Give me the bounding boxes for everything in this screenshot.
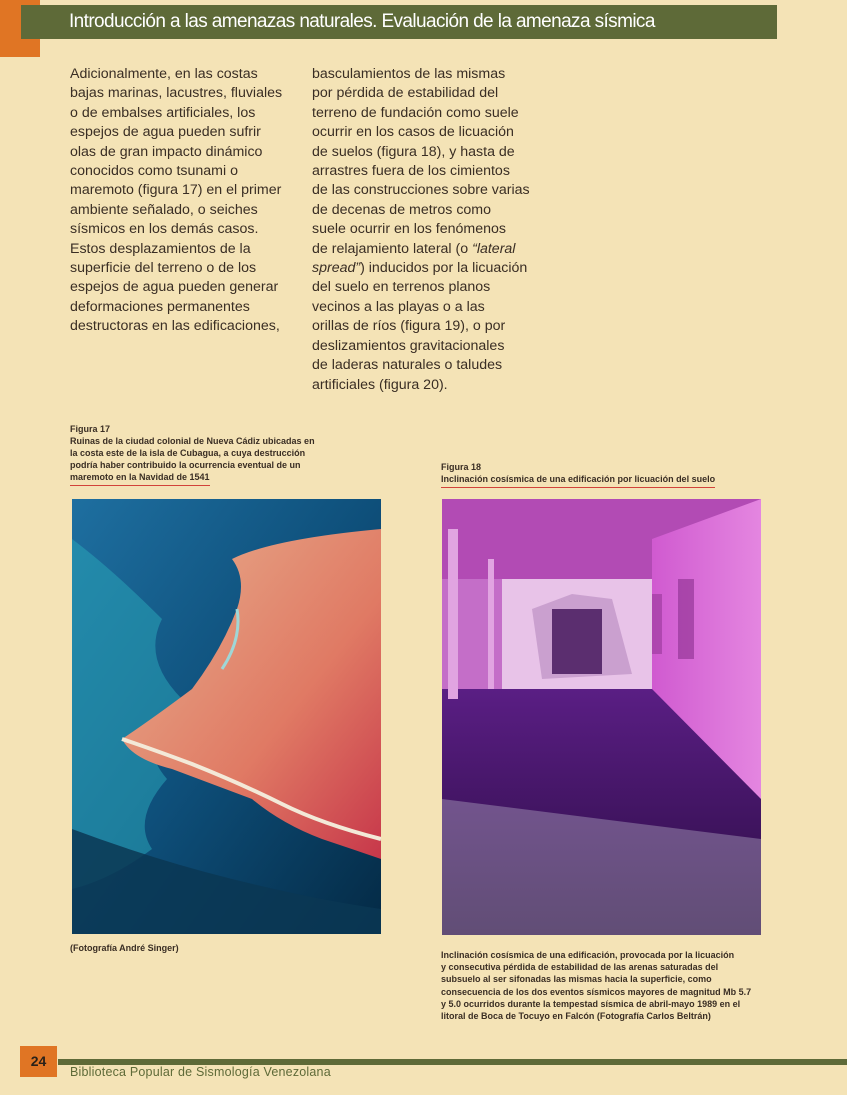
body-italic: “lateral [472, 240, 516, 257]
body-line: orillas de ríos (figura 19), o por [312, 318, 506, 335]
page-header [21, 5, 777, 39]
body-line: conocidos como tsunami o [70, 163, 238, 180]
body-line: ocurrir en los casos de licuación [312, 124, 514, 141]
body-italic: spread” [312, 260, 361, 277]
body-line: sísmicos en los demás casos. [70, 221, 259, 238]
header-title: Introducción a las amenazas naturales. Evaluación de la amenaza sísmica [69, 11, 655, 32]
caption-line: Inclinación cosísmica de una edificación por licuación del suelo [441, 473, 715, 488]
body-line: Adicionalmente, en las costas [70, 66, 258, 82]
body-line: por pérdida de estabilidad del [312, 85, 499, 102]
caption-line: y 5.0 ocurridos durante la tempestad sísmica de abril-mayo 1989 en el [441, 998, 741, 1009]
body-line: espejos de agua pueden sufrir [70, 124, 261, 141]
figure-18-description [441, 949, 771, 1022]
body-line: destructoras en las edificaciones, [70, 318, 280, 335]
body-line: vecinos a las playas o a las [312, 298, 485, 315]
body-line: arrastres fuera de los cimientos [312, 163, 510, 180]
figure-17-credit: (Fotografía André Singer) [70, 943, 179, 953]
figure-label: Figura 17 [70, 424, 111, 434]
body-line: maremoto (figura 17) en el primer [70, 182, 282, 199]
caption-line: consecuencia de los dos eventos sísmicos mayores de magnitud Mb 5.7 [441, 986, 752, 997]
figure-18-photo [442, 499, 761, 935]
tilted-building-image [442, 499, 761, 935]
body-line: terreno de fundación como suele [312, 104, 519, 121]
figure-17-photo [72, 499, 381, 934]
body-text: de relajamiento lateral (o [312, 240, 473, 257]
caption-line: Inclinación cosísmica de una edificación, provocada por la licuación [441, 950, 735, 960]
body-line: deformaciones permanentes [70, 298, 250, 315]
body-column-right [312, 65, 542, 395]
caption-line: litoral de Boca de Tocuyo en Falcón (Fotografía Carlos Beltrán) [441, 1011, 711, 1022]
footer-title: Biblioteca Popular de Sismología Venezolana [70, 1065, 331, 1079]
aerial-coast-image [72, 499, 381, 934]
body-line: basculamientos de las mismas [312, 66, 506, 82]
caption-line: subsuelo al ser sifonadas las mismas hacia la superficie, como [441, 974, 712, 985]
body-line: espejos de agua pueden generar [70, 279, 279, 296]
body-line: Estos desplazamientos de la [70, 240, 251, 257]
body-line: ambiente señalado, o seiches [70, 201, 258, 218]
body-line: de decenas de metros como [312, 201, 492, 218]
page-number: 24 [20, 1046, 57, 1077]
body-line: de laderas naturales o taludes [312, 357, 503, 374]
body-line: del suelo en terrenos planos [312, 279, 491, 296]
body-line: olas de gran impacto dinámico [70, 143, 263, 160]
body-line: artificiales (figura 20). [312, 376, 448, 393]
body-line [312, 259, 542, 278]
body-line: superficie del terreno o de los [70, 260, 257, 277]
figure-label: Figura 18 [441, 462, 482, 472]
body-line: bajas marinas, lacustres, fluviales [70, 85, 283, 102]
figure-18-caption [441, 461, 741, 488]
body-line: de suelos (figura 18), y hasta de [312, 143, 515, 160]
figure-17-caption [70, 423, 330, 486]
caption-line: Ruinas de la ciudad colonial de Nueva Cádiz ubicadas en [70, 436, 315, 446]
body-line: suele ocurrir en los fenómenos [312, 221, 506, 238]
body-line: deslizamientos gravitacionales [312, 337, 505, 354]
caption-line: la costa este de la isla de Cubagua, a cuya destrucción [70, 448, 306, 458]
body-column-left [70, 65, 296, 337]
body-text: ) inducidos por la licuación [360, 260, 528, 277]
caption-line: maremoto en la Navidad de 1541 [70, 471, 210, 486]
body-line: de las construcciones sobre varias [312, 182, 530, 199]
body-line: o de embalses artificiales, los [70, 104, 256, 121]
caption-line: podría haber contribuido la ocurrencia eventual de un [70, 460, 301, 470]
body-line [312, 240, 542, 259]
caption-line: y consecutiva pérdida de estabilidad de las arenas saturadas del [441, 962, 719, 973]
